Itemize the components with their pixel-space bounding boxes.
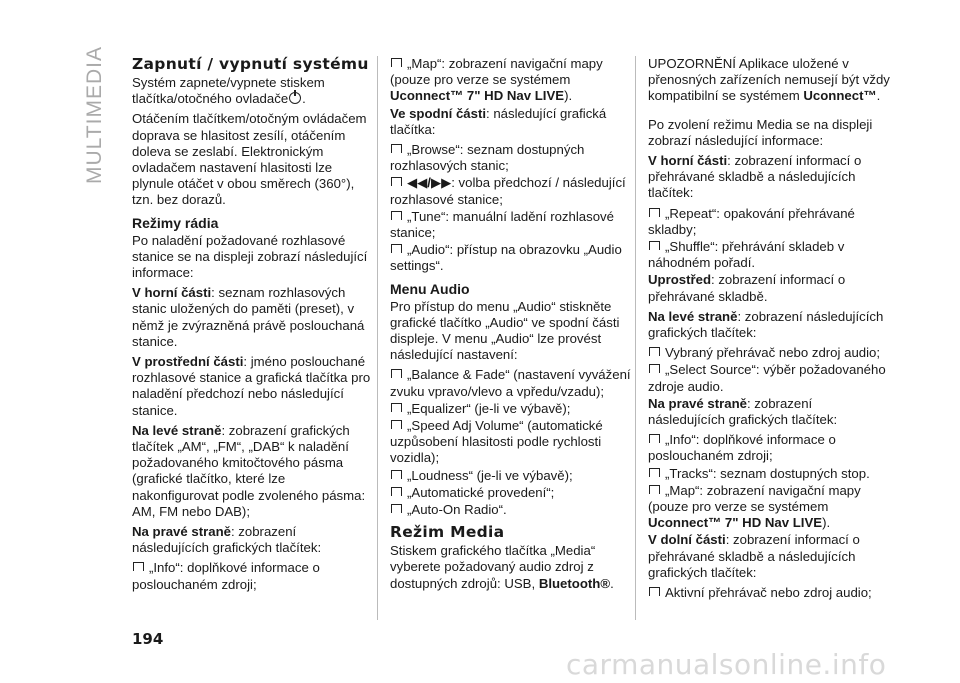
bullet-icon [649,434,660,443]
bullet-icon [391,211,402,220]
paragraph: Stiskem grafického tlačítka „Media“ vyberete požadovaný audio zdroj z dostupných zdrojů: USB, Bluetooth®. [390,543,614,591]
bullet-icon [391,420,402,429]
bullet-icon [649,587,660,596]
paragraph: V horní části: seznam rozhlasových stanic uložených do paměti (preset), v němž je zvýrazněná právě poslouchaná stanice. [132,285,365,349]
list-item: „Equalizer“ (je-li ve výbavě); [390,401,632,417]
bullet-icon [649,364,660,373]
bullet-icon [391,244,402,253]
paragraph: Uprostřed: zobrazení informací o přehrávané skladbě. [648,272,846,304]
paragraph: V horní části: zobrazení informací o přehrávané skladbě a následujících tlačítek: [648,153,862,201]
list-item: „Tune“: manuální ladění rozhlasové stanice; [390,208,614,241]
bullet-icon [649,468,660,477]
bullet-icon [391,403,402,412]
section-tab-label: MULTIMEDIA [83,46,107,184]
paragraph: Pro přístup do menu „Audio“ stiskněte grafické tlačítko „Audio“ ve spodní části displeje. V menu „Audio“ lze provést následující nastavení: [390,298,620,363]
list-item: „Map“: zobrazení navigační mapy (pouze pro verze se systémem Uconnect™ 7" HD Nav LIVE). [390,56,603,104]
heading-media-mode: Režim Media [390,523,505,542]
paragraph: Na levé straně: zobrazení následujících grafických tlačítek: [648,308,884,341]
bullet-icon [391,470,402,479]
column-divider [377,56,378,620]
bullet-icon [391,144,402,153]
paragraph: Systém zapnete/vypnete stiskem tlačítka/otočného ovladače . [132,75,325,107]
list-item: „Browse“: seznam dostupných rozhlasových stanic; [390,142,585,174]
heading-menu-audio: Menu Audio [390,280,470,297]
list-item: Aktivní přehrávač nebo zdroj audio; [648,585,890,601]
list-item: „Info“: doplňkové informace o poslouchaném zdroji; [132,560,320,592]
list-item: Vybraný přehrávač nebo zdroj audio; [648,345,890,361]
list-item: „Info“: doplňkové informace o poslouchaném zdroji; [648,432,836,464]
paragraph: Po naladění požadované rozhlasové stanice se na displeji zobrazí následující informace: [132,232,368,281]
paragraph: Otáčením tlačítkem/otočným ovládačem doprava se hlasitost zesílí, otáčením doleva se zeslabí. Elektronickým ovladačem nastavení hlasitosti lze plynule otáčet v obou směrech (360°), tzn. bez dorazů. [132,111,367,208]
bullet-icon [649,485,660,494]
column-1 [132,56,374,594]
section-tab [82,40,108,190]
bullet-icon [649,208,660,217]
paragraph: UPOZORNĚNÍ Aplikace uložené v přenosných zařízeních nemusejí být vždy kompatibilní se systémem Uconnect™. [648,56,890,104]
prev-next-icon: ◀◀/▶▶ [407,175,452,191]
list-item: „Auto-On Radio“. [390,502,632,518]
list-item: „Loudness“ (je-li ve výbavě); [390,468,632,484]
bullet-icon [391,504,402,513]
list-item: „Automatické provedení“; [390,485,632,501]
list-item: ◀◀/▶▶: volba předchozí / následující rozhlasové stanice; [390,175,626,207]
bullet-icon [391,369,402,378]
list-item: „Select Source“: výběr požadovaného zdroje audio. [648,362,886,394]
paragraph: Ve spodní části: následující grafická tlačítka: [390,105,607,137]
paragraph: Na pravé straně: zobrazení následujících grafických tlačítek: [648,395,838,428]
list-item: „Balance & Fade“ (nastavení vyvážení zvuku vpravo/vlevo a vpředu/vzadu); [390,367,631,399]
bullet-icon [391,58,402,67]
list-item: „Map“: zobrazení navigační mapy (pouze pro verze se systémem Uconnect™ 7" HD Nav LIVE). [648,482,861,531]
column-2 [390,56,632,596]
bullet-icon [649,347,660,356]
heading-radio-modes: Režimy rádia [132,214,219,231]
list-item: „Shuffle“: přehrávání skladeb v náhodném pořadí. [648,239,845,271]
list-item: „Speed Adj Volume“ (automatické uzpůsobení hlasitosti podle rychlosti vozidla); [390,418,603,466]
paragraph: V prostřední části: jméno poslouchané rozhlasové stanice a grafická tlačítka pro naladění předchozí nebo následující stanice. [132,354,371,418]
list-item: „Audio“: přístup na obrazovku „Audio settings“. [390,242,622,274]
bullet-icon [133,562,144,571]
list-item: „Repeat“: opakování přehrávané skladby; [648,205,855,237]
list-item: „Tracks“: seznam dostupných stop. [648,466,890,482]
paragraph: Na levé straně: zobrazení grafických tlačítek „AM“, „FM“, „DAB“ k naladění požadovaného kmitočtového pásma (grafické tlačítko, které lze nakonfigurovat podle zvoleného pásma: AM, FM nebo DAB); [132,422,366,519]
power-knob-icon [289,92,301,104]
bullet-icon [391,487,402,496]
bullet-icon [391,177,402,186]
heading-power: Zapnutí / vypnutí systému [132,55,369,73]
paragraph: Na pravé straně: zobrazení následujících grafických tlačítek: [132,524,322,556]
paragraph: V dolní části: zobrazení informací o přehrávané skladbě a následujících grafických tlačítek: [648,532,860,580]
bullet-icon [649,241,660,250]
column-divider [635,56,636,620]
paragraph: Po zvolení režimu Media se na displeji zobrazí následující informace: [648,116,873,148]
page-number: 194 [132,630,164,648]
watermark: carmanualsonline.info [566,648,887,681]
column-3 [648,56,890,602]
